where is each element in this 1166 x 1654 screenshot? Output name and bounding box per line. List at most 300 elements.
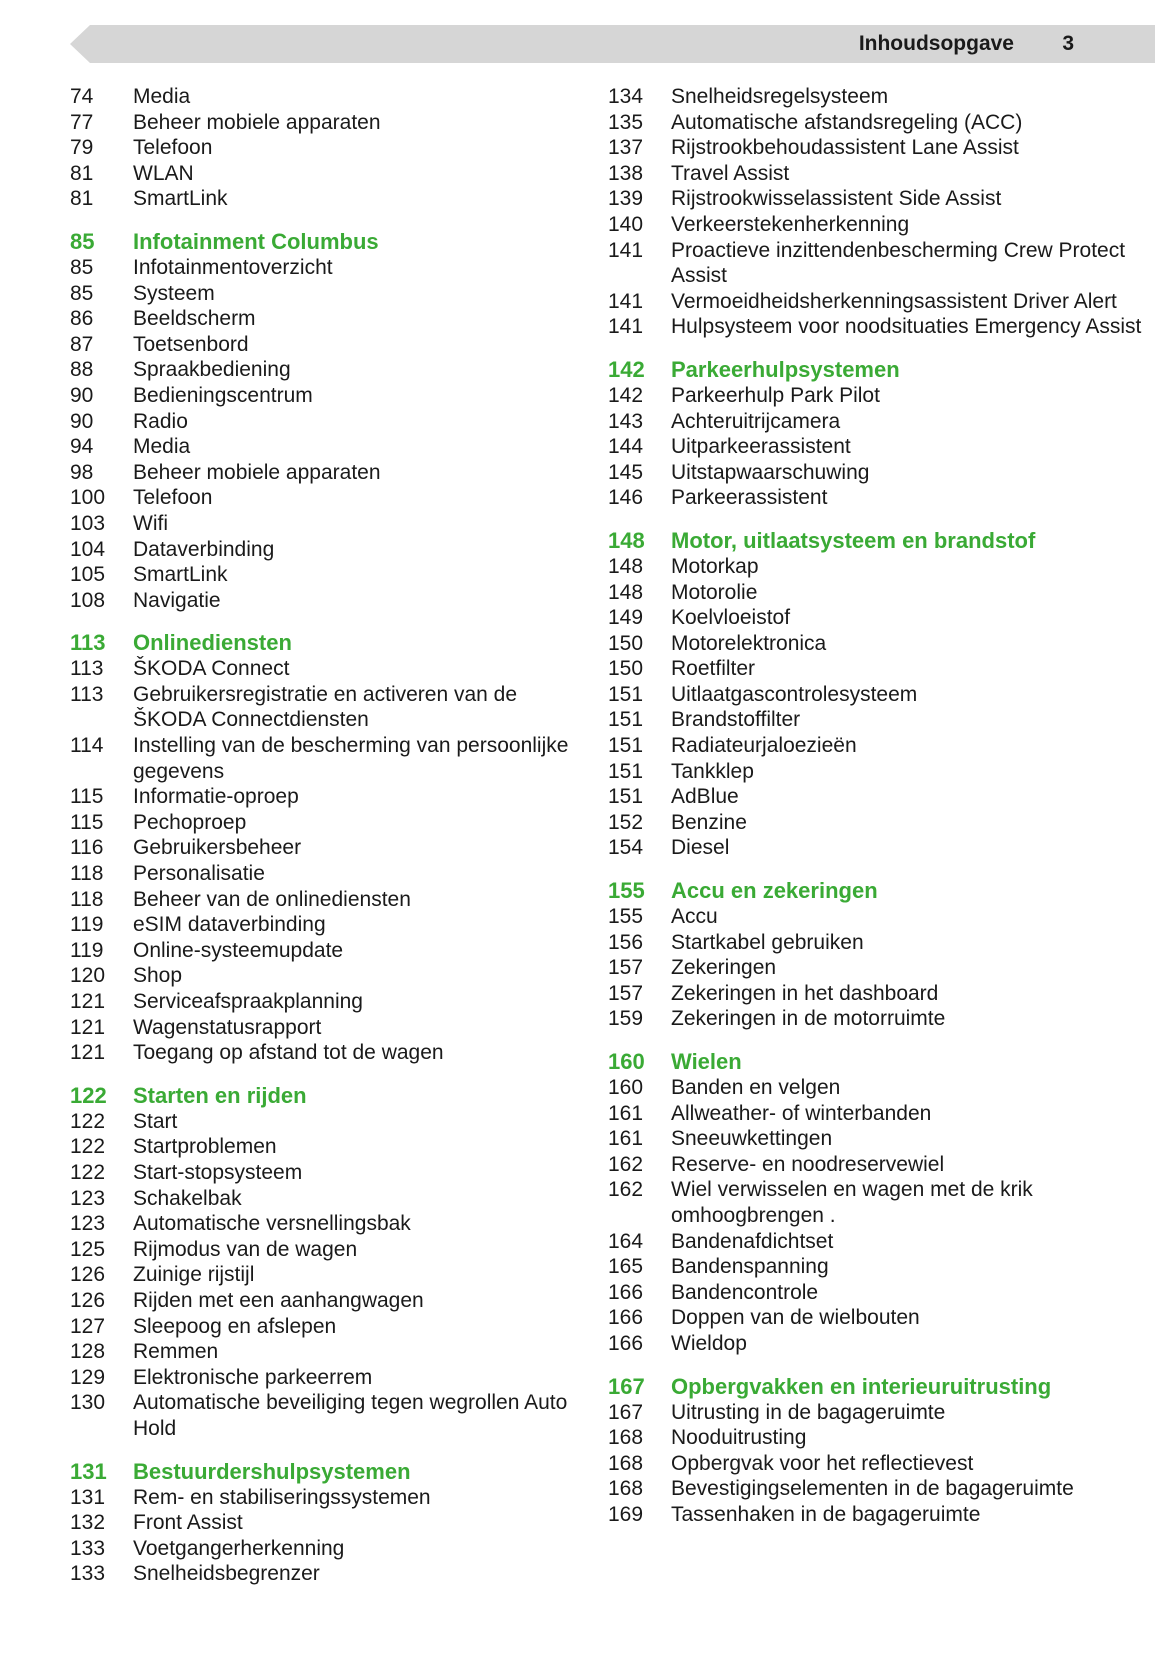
entry-title: Shop [133,964,183,988]
entry-page-number: 157 [608,981,644,1005]
entry-title: Accu [671,905,718,929]
entry-title: Achteruitrijcamera [671,409,841,433]
entry-title: Koelvloeistof [671,606,791,630]
toc-entry[interactable] [608,707,1148,733]
section-heading[interactable] [608,527,1148,554]
entry-page-number: 161 [608,1101,644,1125]
entry-title: Gebruikersbeheer [133,836,302,860]
toc-entry[interactable] [608,434,1148,460]
entry-page-number: 90 [70,409,94,433]
entry-page-number: 160 [608,1076,644,1099]
entry-page-number: 141 [608,315,644,339]
entry-title: WLAN [133,161,194,185]
toc-entry[interactable] [608,1152,1148,1178]
toc-entry[interactable] [608,981,1148,1007]
entry-title: Start [133,1109,178,1133]
section-title: Bestuurdershulpsystemen [133,1458,411,1484]
section-heading[interactable] [608,356,1148,383]
entry-title: Uitrusting in de bagageruimte [671,1400,946,1424]
entry-title: Personalisatie [133,862,265,886]
entry-title: Beheer mobiele apparaten [133,110,381,134]
entry-title: Uitparkeerassistent [671,435,851,459]
toc-entry[interactable] [608,409,1148,435]
toc-entry[interactable] [70,255,580,281]
entry-title: Wagenstatusrapport [133,1015,322,1039]
toc-entry[interactable] [70,1365,580,1391]
page-number: 3 [1062,32,1074,55]
entry-page-number: 129 [70,1365,106,1389]
toc-entry[interactable] [70,1109,580,1135]
entry-title: AdBlue [671,785,739,809]
toc-entry[interactable] [608,1126,1148,1152]
entry-title: Bandencontrole [671,1280,819,1304]
toc-entry[interactable] [70,1134,580,1160]
toc-section [608,356,1148,511]
entry-title: Startproblemen [133,1135,277,1159]
toc-entry[interactable] [70,656,580,682]
section-page-number: 148 [608,527,645,553]
entry-page-number: 81 [70,187,94,211]
toc-entry[interactable] [70,1314,580,1340]
entry-page-number: 141 [608,289,644,313]
toc-entry[interactable] [608,1476,1148,1502]
toc-entry[interactable] [608,784,1148,810]
entry-title: Parkeerhulp Park Pilot [671,383,880,407]
toc-entry[interactable] [608,605,1148,631]
toc-entry[interactable] [70,810,580,836]
entry-page-number: 125 [70,1237,106,1261]
toc-entry[interactable] [608,186,1148,212]
section-heading[interactable] [608,1048,1148,1075]
entry-title: Verkeerstekenherkenning [671,212,910,236]
entry-page-number: 161 [608,1127,644,1151]
entry-page-number: 113 [70,682,104,706]
toc-entry[interactable] [70,1536,580,1562]
entry-title: Rijmodus van de wagen [133,1237,358,1261]
toc-entry[interactable] [70,409,580,435]
entry-page-number: 100 [70,486,106,510]
toc-entry[interactable] [608,1425,1148,1451]
section-title: Accu en zekeringen [671,878,878,904]
entry-page-number: 140 [608,212,644,236]
toc-entry[interactable] [608,1177,1148,1228]
toc-entry[interactable] [70,537,580,563]
toc-entry[interactable] [608,733,1148,759]
entry-title: Allweather- of winterbanden [671,1101,932,1125]
entry-title: Motorkap [671,554,759,578]
entry-page-number: 132 [70,1511,106,1535]
entry-title: Spraakbediening [133,358,291,382]
entry-title: SmartLink [133,187,228,211]
entry-page-number: 120 [70,964,106,988]
entry-title: Navigatie [133,588,221,612]
entry-title: Systeem [133,281,215,305]
entry-title: Rijstrookbehoudassistent Lane Assist [671,136,1019,160]
entry-page-number: 113 [70,657,104,681]
toc-entry[interactable] [608,314,1148,340]
section-heading[interactable] [70,629,580,656]
toc-entry[interactable] [608,955,1148,981]
entry-page-number: 150 [608,631,644,655]
entry-page-number: 168 [608,1477,644,1501]
entry-page-number: 166 [608,1331,644,1355]
toc-entry[interactable] [608,1254,1148,1280]
toc-entry[interactable] [608,1101,1148,1127]
toc-entry[interactable] [608,238,1148,289]
entry-title: Bandenafdichtset [671,1229,834,1253]
toc-right-column [608,84,1148,1528]
entry-title: Beeldscherm [133,307,256,331]
entry-title: Elektronische parkeerrem [133,1365,373,1389]
toc-entry[interactable] [70,1485,580,1511]
toc-entry[interactable] [70,835,580,861]
toc-entry[interactable] [608,135,1148,161]
entry-page-number: 79 [70,136,94,160]
toc-entry[interactable] [608,631,1148,657]
toc-entry[interactable] [70,588,580,614]
entry-page-number: 85 [70,281,94,305]
entry-title: Automatische beveiliging tegen wegrollen Auto Hold [133,1391,568,1440]
entry-page-number: 131 [70,1485,106,1509]
toc-entry[interactable] [608,759,1148,785]
entry-page-number: 144 [608,435,644,459]
toc-entry[interactable] [70,682,580,733]
entry-page-number: 148 [608,580,644,604]
entry-title: Radiateurjaloezieën [671,734,857,758]
toc-section [70,1082,580,1442]
entry-page-number: 127 [70,1314,106,1338]
entry-page-number: 138 [608,161,644,185]
entry-page-number: 133 [70,1562,106,1586]
entry-title: Sneeuwkettingen [671,1127,833,1151]
toc-entry[interactable] [608,110,1148,136]
toc-entry[interactable] [70,733,580,784]
toc-entry[interactable] [70,485,580,511]
entry-title: Wieldop [671,1331,747,1355]
section-page-number: 122 [70,1082,107,1108]
section-title: Starten en rijden [133,1082,307,1108]
entry-page-number: 149 [608,606,644,630]
entry-title: Pechoproep [133,810,247,834]
entry-title: Bevestigingselementen in de bagageruimte [671,1477,1074,1501]
toc-entry[interactable] [70,332,580,358]
entry-page-number: 115 [70,810,104,834]
entry-title: Uitstapwaarschuwing [671,460,870,484]
entry-title: Automatische versnellingsbak [133,1212,411,1236]
entry-title: Reserve- en noodreservewiel [671,1152,945,1176]
toc-entry[interactable] [70,1160,580,1186]
entry-page-number: 98 [70,460,94,484]
entry-title: Automatische afstandsregeling (ACC) [671,110,1023,134]
toc-entry[interactable] [608,656,1148,682]
entry-page-number: 122 [70,1160,106,1184]
toc-entry[interactable] [70,887,580,913]
toc-entry[interactable] [70,1040,580,1066]
entry-title: Infotainmentoverzicht [133,255,333,279]
section-page-number: 155 [608,878,645,904]
entry-page-number: 150 [608,657,644,681]
toc-entry[interactable] [608,682,1148,708]
entry-page-number: 108 [70,588,106,612]
toc-entry[interactable] [608,580,1148,606]
entry-title: Schakelbak [133,1186,242,1210]
entry-page-number: 142 [608,383,644,407]
entry-page-number: 130 [70,1391,106,1415]
toc-entry[interactable] [70,1288,580,1314]
toc-entry[interactable] [608,835,1148,861]
toc-entry[interactable] [70,938,580,964]
entry-title: Rem- en stabiliseringssystemen [133,1485,431,1509]
toc-entry[interactable] [70,357,580,383]
entry-page-number: 151 [608,759,644,783]
toc-entry[interactable] [70,186,580,212]
toc-entry[interactable] [608,289,1148,315]
toc-entry[interactable] [70,84,580,110]
toc-entry[interactable] [70,1510,580,1536]
entry-page-number: 74 [70,85,94,108]
entry-page-number: 126 [70,1263,106,1287]
entry-title: Snelheidsbegrenzer [133,1562,320,1586]
entry-page-number: 85 [70,255,94,279]
entry-page-number: 90 [70,383,94,407]
entry-title: Uitlaatgascontrolesysteem [671,682,918,706]
section-page-number: 113 [70,630,106,656]
entry-title: Dataverbinding [133,537,275,561]
toc-entry[interactable] [608,810,1148,836]
entry-page-number: 137 [608,136,644,160]
entry-page-number: 168 [608,1451,644,1475]
entry-title: Startkabel gebruiken [671,930,864,954]
entry-title: Motorolie [671,580,758,604]
entry-title: Brandstoffilter [671,708,801,732]
entry-title: Bedieningscentrum [133,383,313,407]
toc-entry[interactable] [70,1561,580,1587]
entry-title: Rijden met een aanhangwagen [133,1288,424,1312]
toc-entry[interactable] [70,135,580,161]
entry-title: Roetfilter [671,657,756,681]
entry-title: Nooduitrusting [671,1426,807,1450]
section-title: Infotainment Columbus [133,228,379,254]
entry-title: Instelling van de bescherming van persoonlijke gegevens [133,734,569,783]
entry-page-number: 167 [608,1400,644,1424]
toc-entry[interactable] [70,861,580,887]
entry-title: Gebruikersregistratie en activeren van de ŠKODA Connectdiensten [133,682,518,732]
toc-entry[interactable] [70,989,580,1015]
entry-title: Diesel [671,836,730,860]
toc-entry[interactable] [608,1451,1148,1477]
entry-title: Tankklep [671,759,754,783]
toc-entry[interactable] [70,511,580,537]
entry-page-number: 86 [70,307,94,331]
entry-page-number: 151 [608,785,644,809]
entry-title: Radio [133,409,188,433]
toc-entry[interactable] [70,306,580,332]
toc-entry[interactable] [608,930,1148,956]
toc-section [70,84,580,212]
entry-page-number: 152 [608,810,644,834]
toc-entry[interactable] [608,904,1148,930]
entry-page-number: 114 [70,734,104,758]
toc-entry[interactable] [70,963,580,989]
entry-page-number: 128 [70,1340,106,1364]
entry-page-number: 151 [608,734,644,758]
entry-page-number: 166 [608,1306,644,1330]
entry-page-number: 88 [70,358,94,382]
entry-page-number: 164 [608,1229,644,1253]
entry-title: Beheer van de onlinediensten [133,887,411,911]
entry-page-number: 122 [70,1109,106,1133]
entry-page-number: 154 [608,836,644,860]
toc-entry[interactable] [70,1015,580,1041]
toc-entry[interactable] [70,281,580,307]
entry-page-number: 77 [70,110,94,134]
toc-section [608,877,1148,1032]
entry-title: Opbergvak voor het reflectievest [671,1451,974,1475]
toc-section [608,1373,1148,1528]
toc-entry[interactable] [70,1211,580,1237]
section-title: Motor, uitlaatsysteem en brandstof [671,527,1036,553]
entry-page-number: 157 [608,956,644,980]
entry-page-number: 134 [608,85,644,108]
section-page-number: 142 [608,356,645,382]
entry-title: Tassenhaken in de bagageruimte [671,1502,981,1526]
entry-title: Telefoon [133,136,213,160]
toc-entry[interactable] [608,383,1148,409]
section-heading[interactable] [70,228,580,255]
entry-title: Zekeringen in de motorruimte [671,1007,946,1031]
entry-title: ŠKODA Connect [133,657,290,681]
section-title: Opbergvakken en interieuruitrusting [671,1373,1052,1399]
entry-title: Hulpsysteem voor noodsituaties Emergency Assist [671,315,1142,339]
entry-page-number: 123 [70,1186,106,1210]
entry-page-number: 135 [608,110,644,134]
toc-entry[interactable] [70,434,580,460]
toc-entry[interactable] [608,1229,1148,1255]
entry-title: Parkeerassistent [671,486,828,510]
toc-entry[interactable] [70,161,580,187]
entry-title: Rijstrookwisselassistent Side Assist [671,187,1002,211]
entry-title: Benzine [671,810,747,834]
entry-title: Proactieve inzittendenbescherming Crew Protect Assist [671,238,1126,288]
entry-title: Toegang op afstand tot de wagen [133,1041,444,1065]
entry-title: Telefoon [133,486,213,510]
section-heading[interactable] [70,1458,580,1485]
toc-entry[interactable] [608,161,1148,187]
toc-section [608,527,1148,861]
entry-page-number: 121 [70,1015,106,1039]
entry-page-number: 118 [70,862,104,886]
entry-page-number: 104 [70,537,106,561]
entry-title: SmartLink [133,563,228,587]
section-heading[interactable] [608,1373,1148,1400]
toc-entry[interactable] [608,1075,1148,1101]
entry-title: Media [133,85,191,108]
entry-title: Bandenspanning [671,1255,829,1279]
toc-entry[interactable] [608,1280,1148,1306]
entry-page-number: 121 [70,990,106,1013]
entry-page-number: 123 [70,1212,106,1236]
toc-entry[interactable] [70,562,580,588]
toc-entry[interactable] [608,554,1148,580]
entry-title: Doppen van de wielbouten [671,1306,920,1330]
toc-entry[interactable] [70,784,580,810]
entry-page-number: 169 [608,1502,644,1526]
toc-section [70,228,580,613]
entry-page-number: 146 [608,486,644,510]
entry-page-number: 139 [608,187,644,211]
toc-entry[interactable] [70,460,580,486]
toc-entry[interactable] [608,1305,1148,1331]
toc-entry[interactable] [70,1262,580,1288]
entry-page-number: 151 [608,708,644,732]
entry-page-number: 162 [608,1178,644,1202]
entry-title: eSIM dataverbinding [133,913,326,937]
entry-title: Zekeringen in het dashboard [671,981,939,1005]
entry-page-number: 105 [70,563,106,587]
toc-entry[interactable] [608,1006,1148,1032]
toc-entry[interactable] [70,1390,580,1441]
entry-title: Serviceafspraakplanning [133,990,363,1013]
entry-page-number: 145 [608,460,644,484]
toc-left-column [70,84,580,1587]
section-heading[interactable] [608,877,1148,904]
section-page-number: 85 [70,228,95,254]
toc-entry[interactable] [608,460,1148,486]
entry-title: Toetsenbord [133,332,249,356]
entry-title: Beheer mobiele apparaten [133,460,381,484]
section-heading[interactable] [70,1082,580,1109]
entry-title: Informatie-oproep [133,785,299,809]
toc-entry[interactable] [608,485,1148,511]
entry-page-number: 165 [608,1255,644,1279]
toc-entry[interactable] [70,1186,580,1212]
entry-title: Zuinige rijstijl [133,1263,255,1287]
entry-page-number: 87 [70,332,94,356]
entry-page-number: 143 [608,409,644,433]
toc-entry[interactable] [608,1502,1148,1528]
toc-entry[interactable] [608,84,1148,110]
toc-entry[interactable] [70,383,580,409]
entry-title: Wiel verwisselen en wagen met de krik omhoogbrengen . [671,1178,1033,1227]
entry-title: Start-stopsysteem [133,1160,303,1184]
toc-entry[interactable] [70,1237,580,1263]
entry-page-number: 116 [70,836,104,860]
entry-title: Vermoeidheidsherkenningsassistent Driver Alert [671,289,1117,313]
toc-entry[interactable] [70,1339,580,1365]
toc-entry[interactable] [608,1400,1148,1426]
entry-title: Voetgangerherkenning [133,1536,345,1560]
toc-entry[interactable] [70,110,580,136]
entry-page-number: 166 [608,1280,644,1304]
entry-title: Travel Assist [671,161,790,185]
entry-page-number: 103 [70,511,106,535]
entry-page-number: 115 [70,785,104,809]
entry-page-number: 119 [70,938,104,962]
section-title: Onlinediensten [133,630,292,656]
toc-section [70,1458,580,1587]
toc-entry[interactable] [70,912,580,938]
entry-title: Media [133,435,191,459]
toc-entry[interactable] [608,1331,1148,1357]
entry-page-number: 121 [70,1041,106,1065]
toc-entry[interactable] [608,212,1148,238]
entry-page-number: 168 [608,1426,644,1450]
entry-title: Banden en velgen [671,1076,841,1099]
entry-title: Front Assist [133,1511,243,1535]
entry-page-number: 126 [70,1288,106,1312]
entry-title: Snelheidsregelsysteem [671,85,889,108]
toc-section [70,629,580,1066]
